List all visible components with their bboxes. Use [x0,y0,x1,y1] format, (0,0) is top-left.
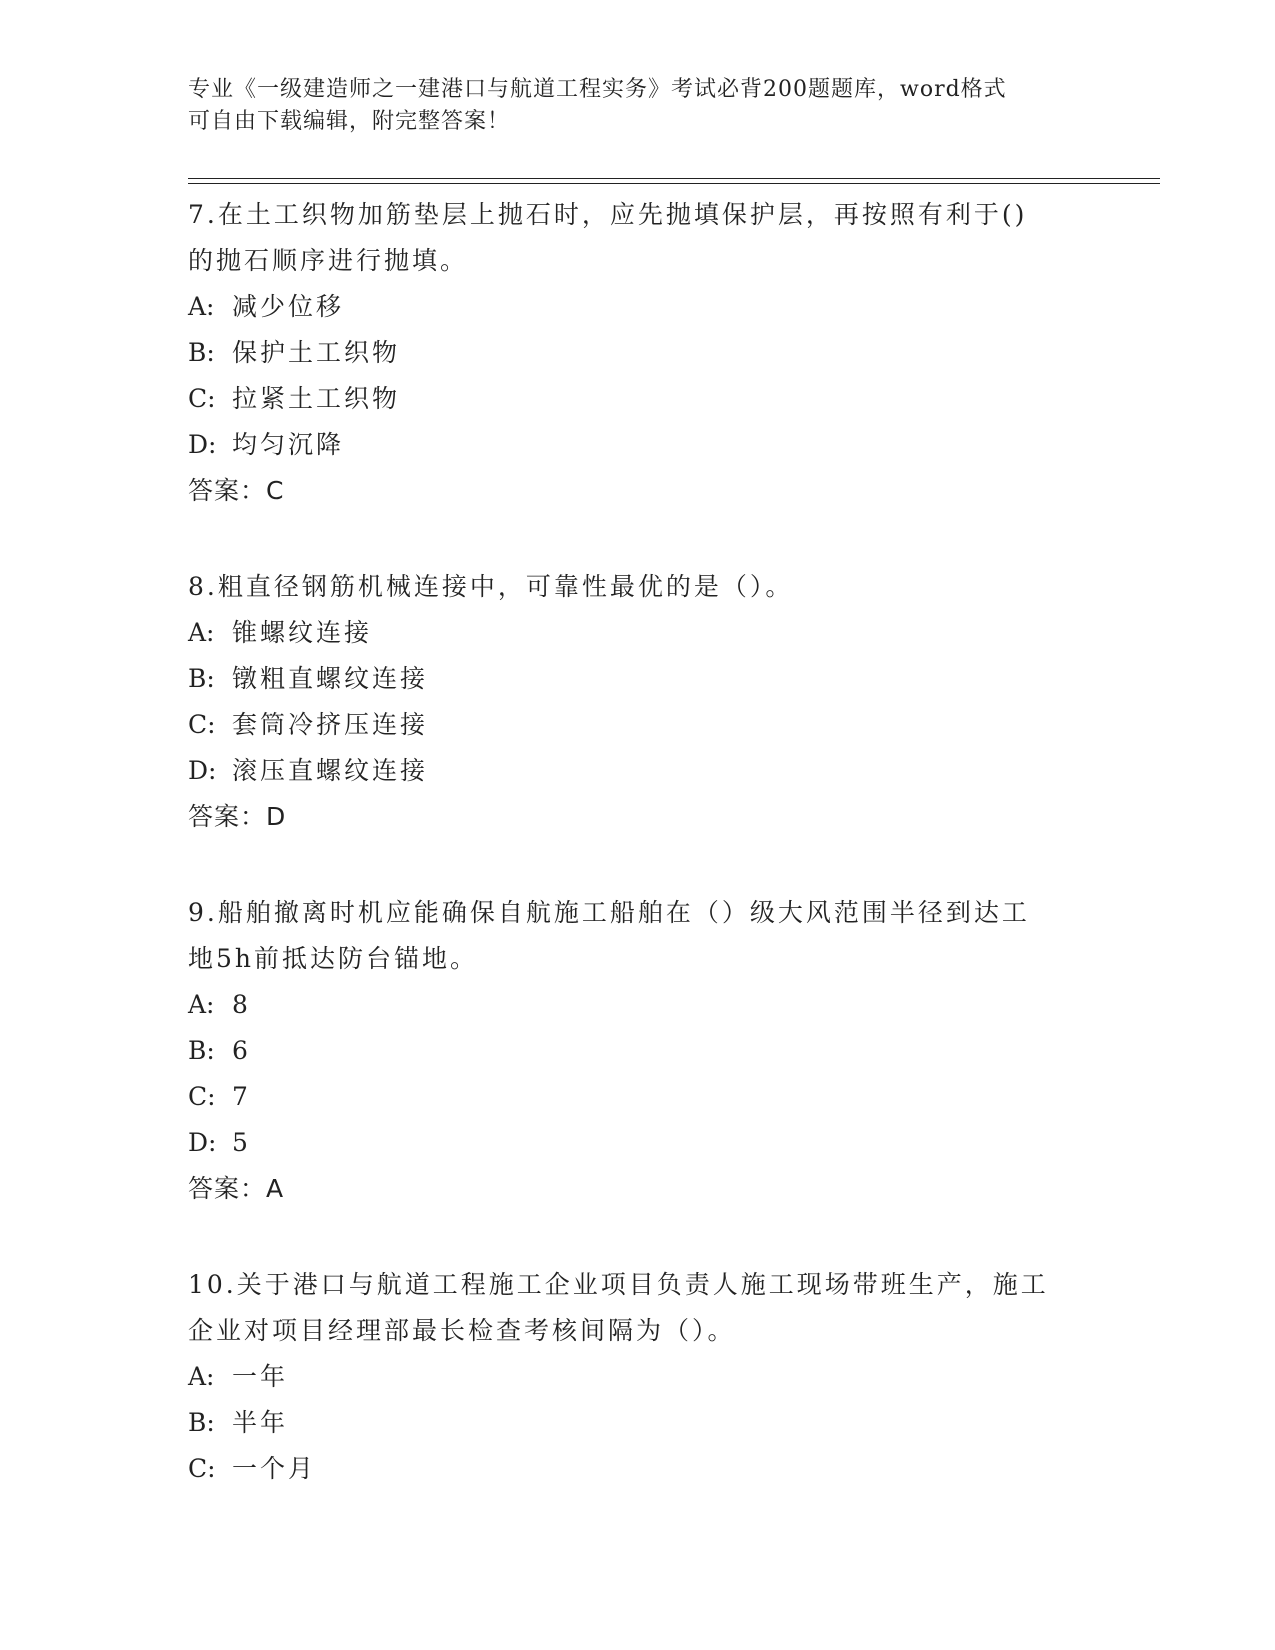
option-key: C: [188,710,216,739]
option-d [188,748,1088,794]
question-10 [188,1262,1088,1492]
option-text: 6 [232,1036,251,1065]
option-text: 保护土工织物 [232,338,401,367]
question-9 [188,890,1088,1212]
option-key: A: [188,1362,215,1391]
option-b [188,656,1088,702]
option-c [188,1074,1088,1120]
question-stem-line-2: 的抛石顺序进行抛填。 [188,246,469,275]
option-key: C: [188,1454,216,1483]
option-d [188,422,1088,468]
question-stem [188,564,1088,610]
option-text: 减少位移 [232,292,345,321]
question-stem-line-2: 地5h前抵达防台锚地。 [188,944,479,973]
question-stem [188,192,1088,284]
option-text: 一个月 [232,1454,317,1483]
header-line-1: 专业《一级建造师之一建港口与航道工程实务》考试必背200题题库，word格式 [188,77,1007,102]
option-a [188,982,1088,1028]
question-stem [188,1262,1088,1354]
option-text: 一年 [232,1362,289,1391]
option-a [188,610,1088,656]
option-c [188,702,1088,748]
option-key: D: [188,756,217,785]
option-text: 8 [232,990,251,1019]
option-text: 5 [232,1128,251,1157]
option-key: A: [188,292,215,321]
option-text: 滚压直螺纹连接 [232,756,429,785]
option-c [188,376,1088,422]
question-stem-line-1: 10.关于港口与航道工程施工企业项目负责人施工现场带班生产，施工 [188,1270,1049,1299]
option-c [188,1446,1088,1492]
question-stem-line-1: 7.在土工织物加筋垫层上抛石时，应先抛填保护层，再按照有利于() [188,200,1028,229]
option-text: 镦粗直螺纹连接 [232,664,429,693]
option-key: C: [188,1082,216,1111]
option-key: A: [188,990,215,1019]
option-text: 拉紧土工织物 [232,384,401,413]
question-8 [188,564,1088,840]
option-d [188,1120,1088,1166]
option-b [188,1028,1088,1074]
question-stem-line-1: 9.船舶撤离时机应能确保自航施工船舶在（）级大风范围半径到达工 [188,898,1030,927]
option-text: 套筒冷挤压连接 [232,710,429,739]
question-list [188,192,1088,1542]
option-text: 7 [232,1082,251,1111]
header-line-2: 可自由下载编辑，附完整答案！ [188,109,511,134]
option-key: B: [188,1036,215,1065]
option-key: B: [188,338,215,367]
option-key: D: [188,1128,217,1157]
header-divider-bottom [188,183,1160,184]
question-stem [188,890,1088,982]
option-key: B: [188,1408,215,1437]
question-stem-line-1: 8.粗直径钢筋机械连接中，可靠性最优的是（）。 [188,572,794,601]
option-key: A: [188,618,215,647]
header-divider-top [188,178,1160,179]
option-a [188,284,1088,330]
answer-line: 答案：A [188,1174,285,1203]
option-key: D: [188,430,217,459]
option-text: 半年 [232,1408,289,1437]
document-header [188,74,1088,138]
option-key: B: [188,664,215,693]
answer-line: 答案：C [188,476,285,505]
option-b [188,330,1088,376]
option-key: C: [188,384,216,413]
question-stem-line-2: 企业对项目经理部最长检查考核间隔为（）。 [188,1316,736,1345]
option-a [188,1354,1088,1400]
answer-line: 答案：D [188,802,287,831]
option-b [188,1400,1088,1446]
option-text: 锥螺纹连接 [232,618,373,647]
question-7 [188,192,1088,514]
option-text: 均匀沉降 [232,430,345,459]
